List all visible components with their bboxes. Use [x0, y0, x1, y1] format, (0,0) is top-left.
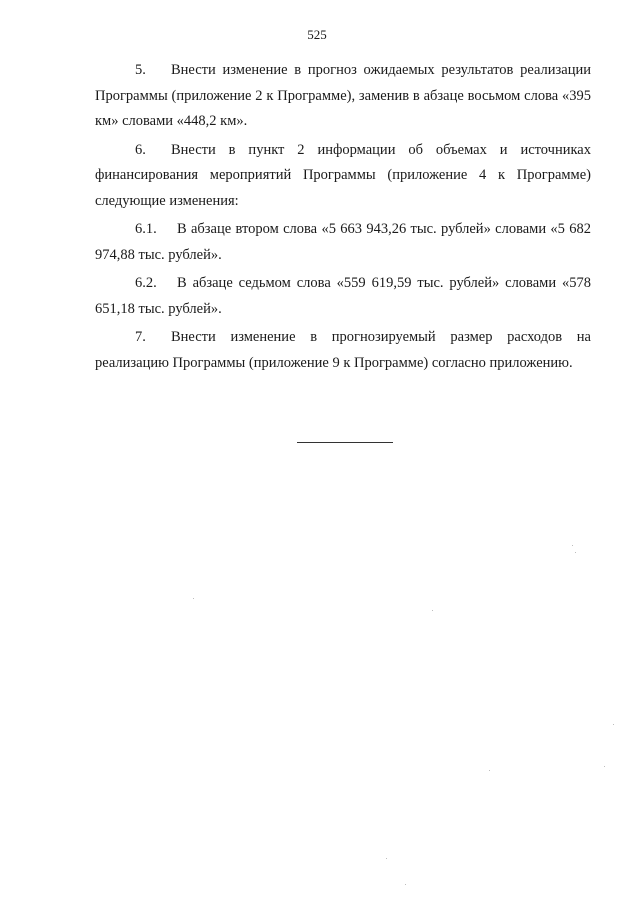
- paragraph-5: [95, 58, 591, 135]
- paragraph-number: 7.: [135, 329, 146, 345]
- paragraph-text: В абзаце седьмом слова «559 619,59 тыс. рублей» словами «578 651,18 тыс. рублей».: [95, 275, 591, 317]
- scan-speck: [613, 724, 614, 725]
- scan-speck: [572, 545, 573, 546]
- scan-speck: [193, 598, 194, 599]
- paragraph-text: Внести изменение в прогнозируемый размер расходов на реализацию Программы (приложение 9 к Программе) согласно приложению.: [95, 329, 591, 371]
- paragraph-text: В абзаце втором слова «5 663 943,26 тыс. рублей» словами «5 682 974,88 тыс. рублей».: [95, 221, 591, 263]
- paragraph-text: Внести в пункт 2 информации об объемах и источниках финансирования мероприятий Программы (приложение 4 к Программе) следующие изменения:: [95, 141, 591, 209]
- scan-speck: [432, 610, 433, 611]
- paragraph-number: 6.: [135, 141, 146, 158]
- scan-speck: [405, 884, 406, 885]
- paragraph-text: Внести изменение в прогноз ожидаемых результатов реализации Программы (приложение 2 к Программе), заменив в абзаце восьмом слова «395 км» словами «448,2 км».: [95, 62, 591, 129]
- document-body: [95, 58, 591, 379]
- scan-speck: [575, 552, 576, 553]
- scan-speck: [386, 858, 387, 859]
- end-separator-line: [297, 442, 393, 443]
- paragraph-7: [95, 325, 591, 376]
- paragraph-6-2: [95, 271, 591, 322]
- scan-speck: [604, 766, 605, 767]
- page-number: 525: [307, 27, 327, 42]
- paragraph-number: 6.1.: [135, 221, 157, 237]
- paragraph-number: 6.2.: [135, 275, 157, 291]
- paragraph-6: [95, 138, 591, 215]
- scan-speck: [489, 770, 490, 771]
- paragraph-number: 5.: [135, 62, 146, 78]
- paragraph-6-1: [95, 217, 591, 268]
